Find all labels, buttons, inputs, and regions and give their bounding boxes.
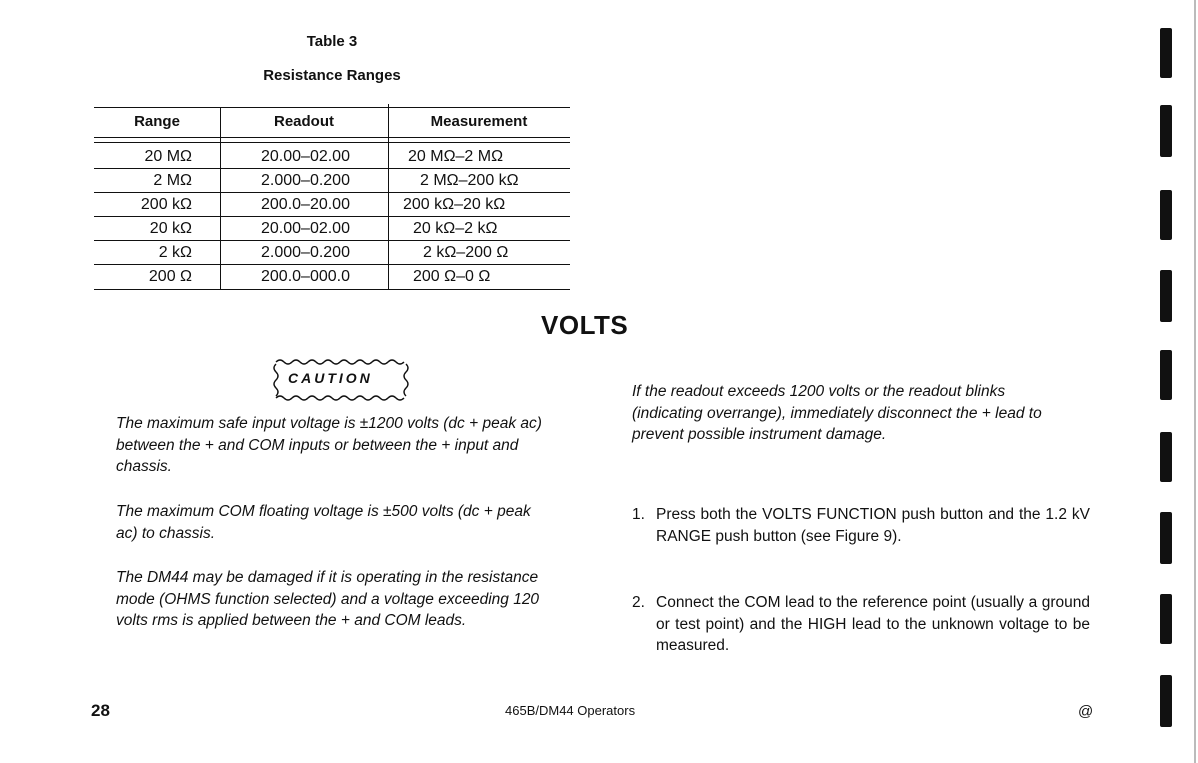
header-readout: Readout [274, 113, 334, 130]
binding-mark [1160, 28, 1172, 78]
table-cell-range: 200 kΩ [140, 196, 192, 213]
table-bottom-rule [94, 289, 570, 290]
table-cell-readout: 20.00–02.00 [261, 220, 350, 237]
caution-paragraph-floating-voltage: The maximum COM floating voltage is ±500 volts (dc + peak ac) to chassis. [116, 503, 531, 542]
binding-mark [1160, 190, 1172, 240]
table-title: Table 3 [306, 33, 358, 50]
table-cell-measurement: 200 Ω–0 Ω [413, 268, 491, 285]
table-cell-measurement: 200 kΩ–20 kΩ [403, 196, 506, 213]
manual-title: 465B/DM44 Operators [505, 703, 636, 718]
caution-label: CAUTION [288, 370, 373, 386]
table-cell-readout: 2.000–0.200 [261, 244, 350, 261]
header-rule-1 [94, 137, 570, 138]
table-cell-readout: 20.00–02.00 [261, 148, 350, 165]
table-cell-measurement: 20 kΩ–2 kΩ [413, 220, 498, 237]
table-cell-range: 2 MΩ [153, 172, 192, 189]
binding-mark [1160, 350, 1172, 400]
step-text: Press both the VOLTS FUNCTION push button and the 1.2 kV RANGE push button (see Figure 9). [656, 506, 1090, 545]
page-number: 28 [91, 701, 110, 720]
step-number: 2. [632, 594, 645, 611]
binding-mark [1160, 105, 1172, 157]
page-edge-line [1194, 0, 1196, 763]
table-cell-readout: 200.0–20.00 [261, 196, 350, 213]
caution-paragraph-safe-voltage: The maximum safe input voltage is ±1200 volts (dc + peak ac) between the + and COM inputs or between the + input and chassis. [116, 415, 542, 475]
binding-mark [1160, 270, 1172, 322]
binding-mark [1160, 675, 1172, 727]
table-cell-range: 200 Ω [148, 268, 192, 285]
table-cell-readout: 200.0–000.0 [261, 268, 350, 285]
binding-mark [1160, 512, 1172, 564]
table-cell-range: 20 MΩ [144, 148, 192, 165]
header-rule-2 [94, 142, 570, 143]
table-cell-readout: 2.000–0.200 [261, 172, 350, 189]
step-text: Connect the COM lead to the reference point (usually a ground or test point) and the HIGH lead to the unknown voltage to be measured. [656, 594, 1090, 654]
step-number: 1. [632, 506, 645, 523]
step-1 [632, 504, 1092, 548]
table-cell-measurement: 20 MΩ–2 MΩ [408, 148, 504, 165]
table-cell-range: 20 kΩ [149, 220, 192, 237]
header-measurement: Measurement [430, 113, 528, 130]
header-range: Range [134, 113, 180, 130]
binding-mark [1160, 594, 1172, 644]
step-2 [632, 592, 1092, 658]
table-cell-range: 2 kΩ [158, 244, 192, 261]
overrange-warning: If the readout exceeds 1200 volts or the readout blinks (indicating overrange), immediately disconnect the + lead to prevent possible instrument damage. [632, 383, 1042, 443]
table-subtitle: Resistance Ranges [263, 67, 401, 84]
caution-paragraph-ohms-mode: The DM44 may be damaged if it is operating in the resistance mode (OHMS function selected) and a voltage exceeding 120 volts rms is applied between the + and COM leads. [116, 569, 540, 629]
publisher-mark: @ [1078, 703, 1094, 720]
section-title: VOLTS [541, 310, 629, 340]
binding-mark [1160, 432, 1172, 482]
table-cell-measurement: 2 kΩ–200 Ω [423, 244, 509, 261]
table-cell-measurement: 2 MΩ–200 kΩ [420, 172, 519, 189]
